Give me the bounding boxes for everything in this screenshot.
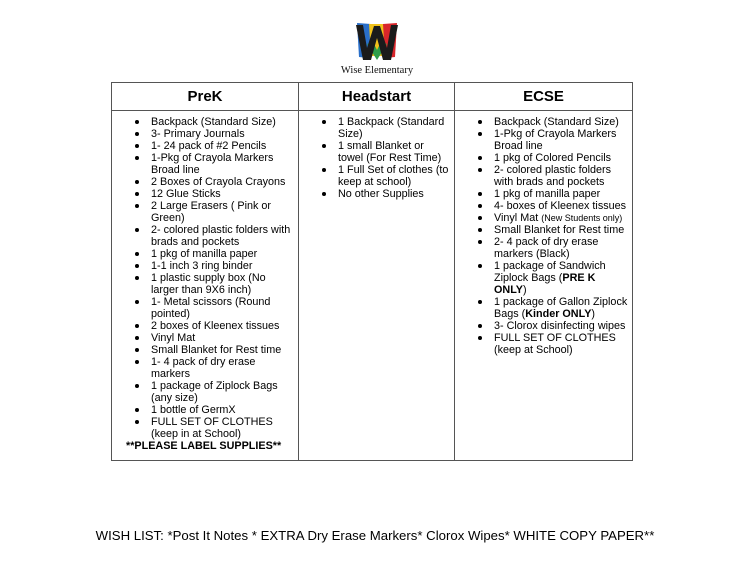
list-item: 1-Pkg of Crayola Markers Broad line (461, 128, 628, 152)
list-item: 3- Primary Journals (118, 128, 294, 140)
list-item (461, 296, 628, 320)
list-item: FULL SET OF CLOTHES (keep in at School) (118, 416, 294, 440)
list-item: Backpack (Standard Size) (461, 116, 628, 128)
supply-list-table (111, 82, 633, 461)
headstart-column (299, 111, 455, 461)
sandwich-bags-end: ) (523, 284, 527, 296)
ecse-supply-list (461, 116, 628, 356)
list-item: No other Supplies (305, 188, 450, 200)
sandwich-bags-text: 1 package of Sandwich Ziplock Bags ( (494, 260, 606, 284)
list-item: 1-Pkg of Crayola Markers Broad line (118, 152, 294, 176)
list-item: 1 bottle of GermX (118, 404, 294, 416)
list-item: 1 pkg of manilla paper (461, 188, 628, 200)
list-item: 1-1 inch 3 ring binder (118, 260, 294, 272)
list-item: Small Blanket for Rest time (461, 224, 628, 236)
prek-supply-list (118, 116, 294, 440)
list-item: 2- 4 pack of dry erase markers (Black) (461, 236, 628, 260)
list-item: 2 Large Erasers ( Pink or Green) (118, 200, 294, 224)
list-item: 2 Boxes of Crayola Crayons (118, 176, 294, 188)
kinder-only-label: Kinder ONLY (525, 308, 592, 320)
list-item: 1- 24 pack of #2 Pencils (118, 140, 294, 152)
list-item: 2- colored plastic folders with brads and pockets (118, 224, 294, 248)
list-item: 1 small Blanket or towel (For Rest Time) (305, 140, 450, 164)
list-item: Backpack (Standard Size) (118, 116, 294, 128)
list-item: FULL SET OF CLOTHES (keep at School) (461, 332, 628, 356)
list-item: 12 Glue Sticks (118, 188, 294, 200)
ecse-column (455, 111, 633, 461)
school-logo (337, 22, 417, 80)
list-item (461, 260, 628, 296)
list-item: 1 pkg of manilla paper (118, 248, 294, 260)
header-prek: PreK (112, 83, 299, 111)
header-headstart: Headstart (299, 83, 455, 111)
label-supplies-note: **PLEASE LABEL SUPPLIES** (126, 440, 282, 452)
list-item (461, 212, 628, 224)
list-item: 2- colored plastic folders with brads and pockets (461, 164, 628, 188)
wish-list: WISH LIST: *Post It Notes * EXTRA Dry Erase Markers* Clorox Wipes* WHITE COPY PAPER** (95, 528, 655, 543)
header-ecse: ECSE (455, 83, 633, 111)
list-item: 3- Clorox disinfecting wipes (461, 320, 628, 332)
list-item: 1- 4 pack of dry erase markers (118, 356, 294, 380)
headstart-supply-list (305, 116, 450, 200)
list-item: 1- Metal scissors (Round pointed) (118, 296, 294, 320)
list-item: 1 Backpack (Standard Size) (305, 116, 450, 140)
school-name: Wise Elementary (340, 65, 414, 76)
list-item: Vinyl Mat (118, 332, 294, 344)
gallon-bags-text: 1 package of Gallon Ziplock Bags ( (494, 296, 628, 320)
list-item: 2 boxes of Kleenex tissues (118, 320, 294, 332)
letter-w-logo-icon (349, 22, 405, 64)
list-item: 4- boxes of Kleenex tissues (461, 200, 628, 212)
list-item: 1 plastic supply box (No larger than 9X6 inch) (118, 272, 294, 296)
list-item: 1 Full Set of clothes (to keep at school) (305, 164, 450, 188)
new-students-note: (New Students only) (541, 213, 623, 223)
list-item: 1 package of Ziplock Bags (any size) (118, 380, 294, 404)
list-item: Small Blanket for Rest time (118, 344, 294, 356)
prek-only-label: PRE K ONLY (494, 272, 596, 296)
list-item: 1 pkg of Colored Pencils (461, 152, 628, 164)
vinyl-mat-label: Vinyl Mat (494, 212, 539, 224)
prek-column (112, 111, 299, 461)
gallon-bags-end: ) (591, 308, 596, 320)
